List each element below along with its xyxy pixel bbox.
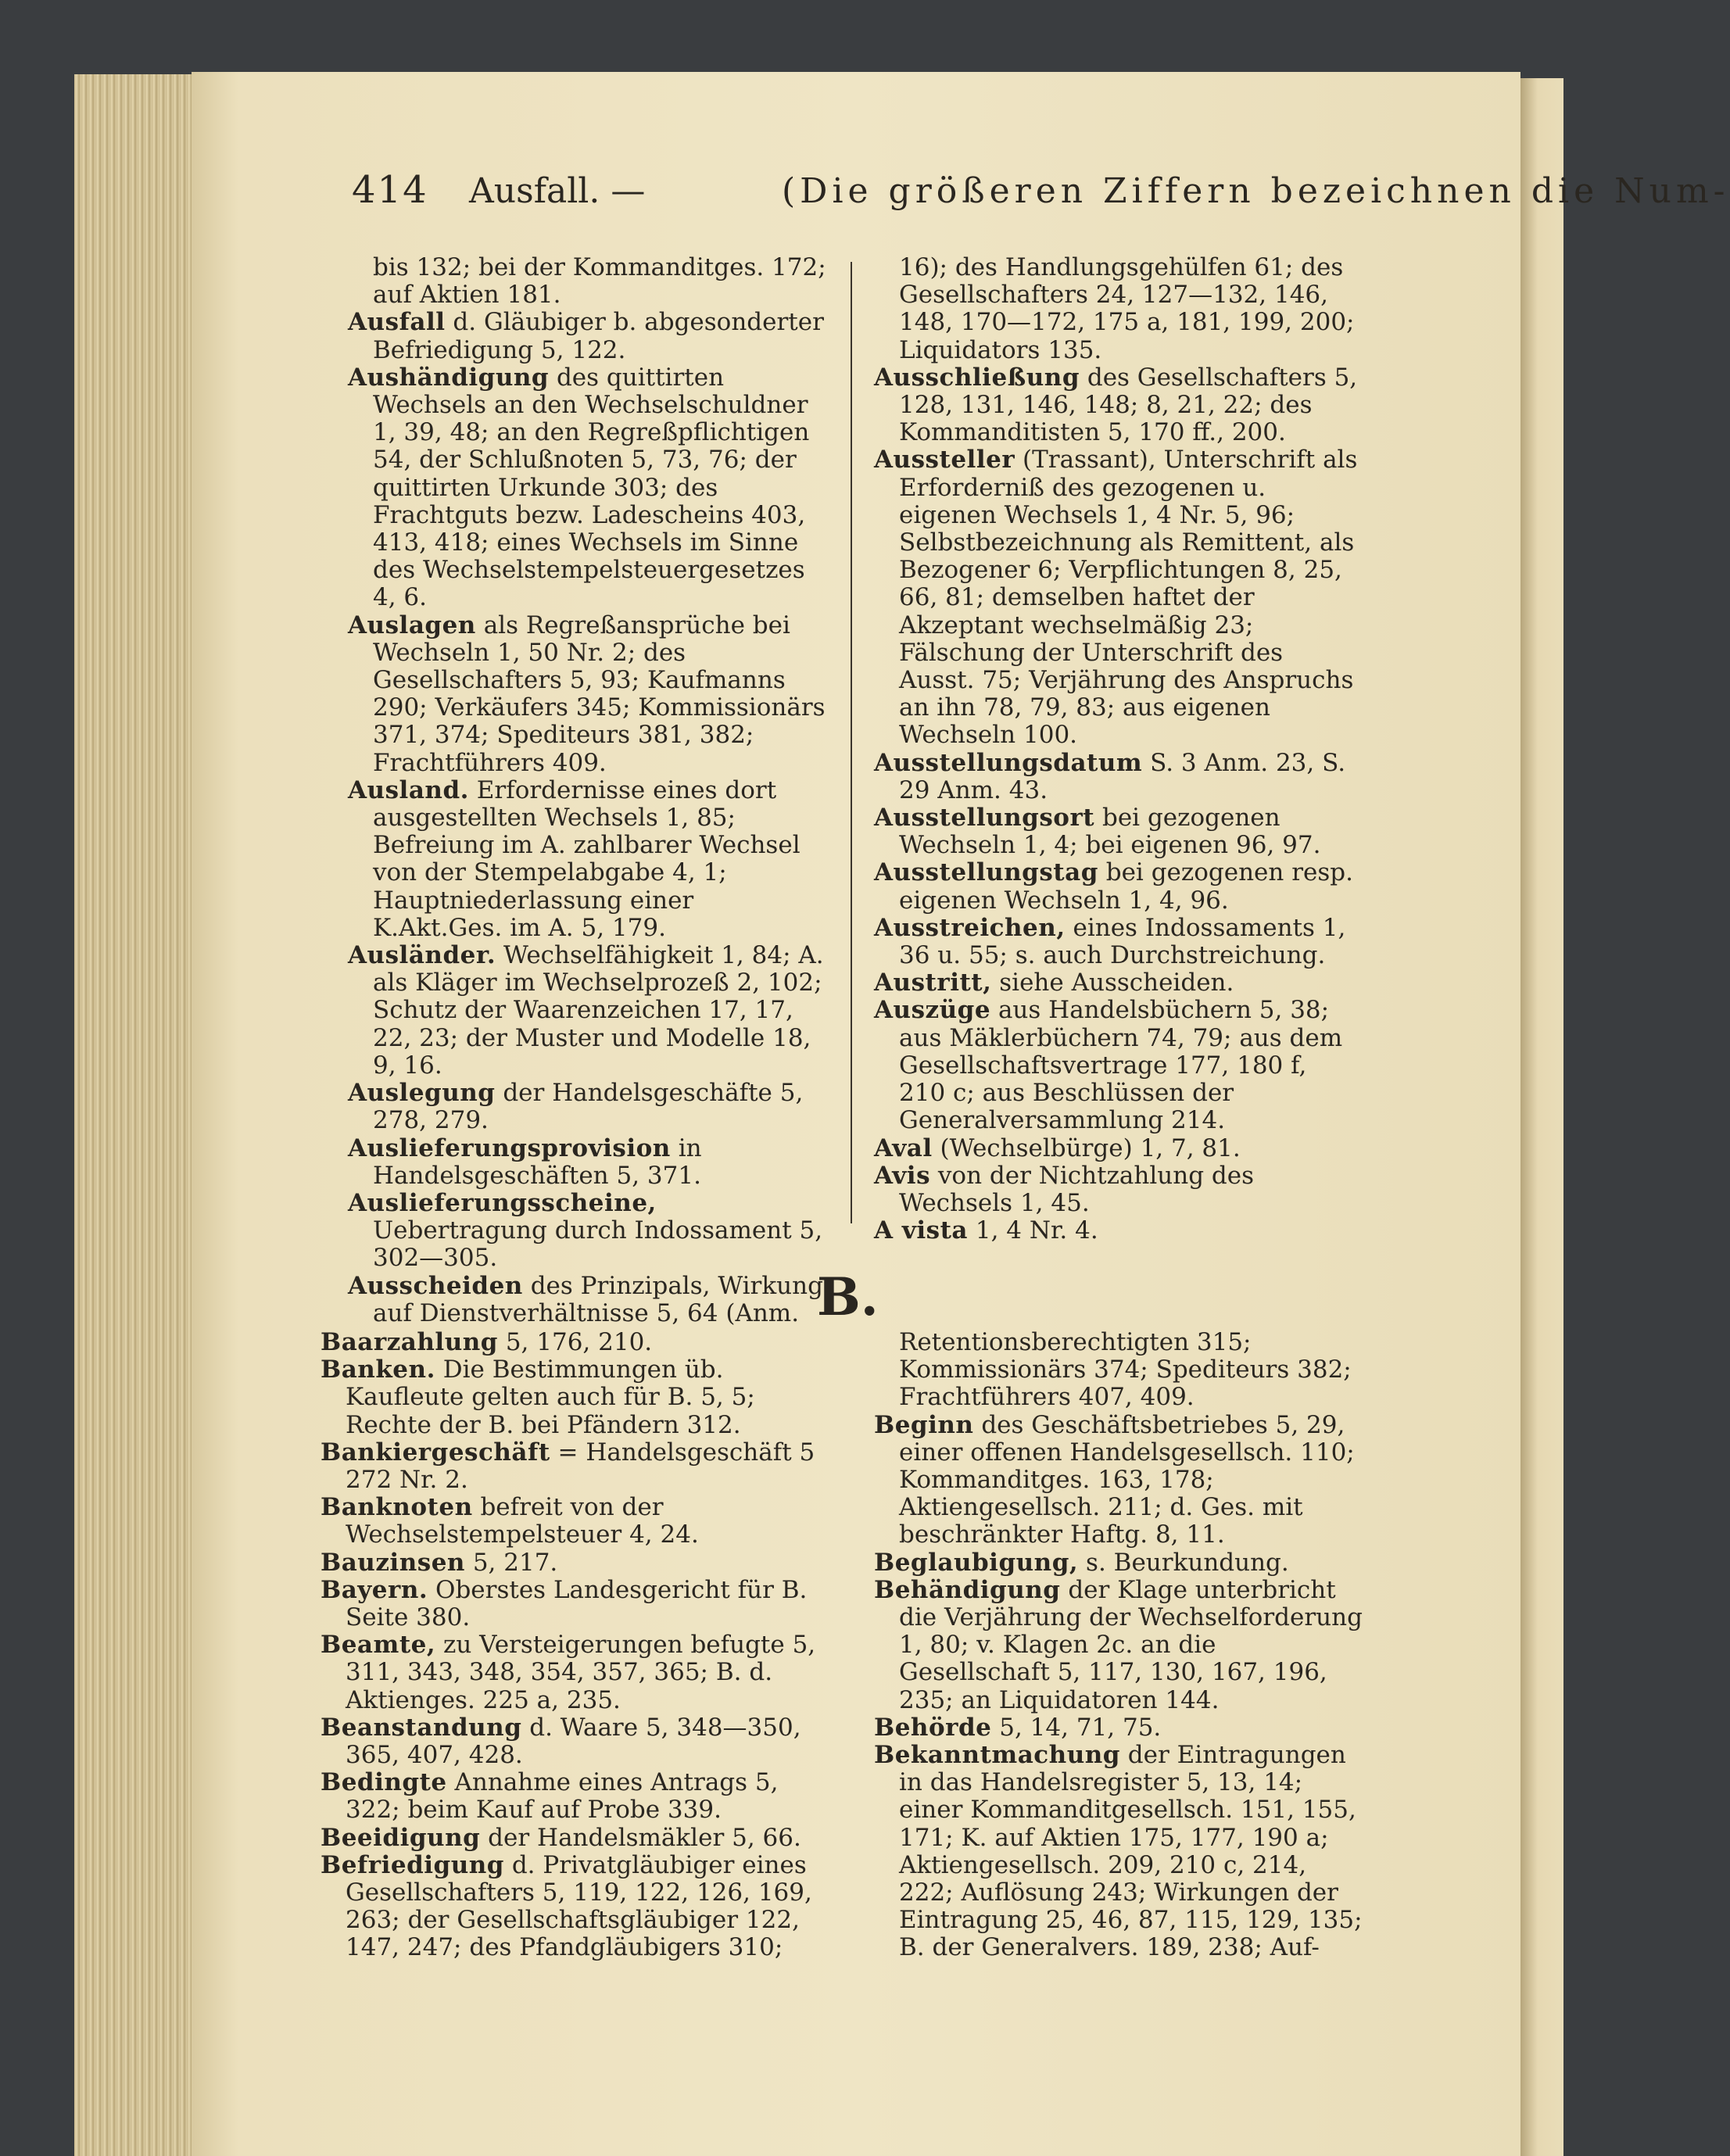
index-column-b-left (321, 1329, 825, 1962)
index-entry (321, 1631, 825, 1714)
index-references: = Handelsgeschäft 5 272 Nr. 2. (346, 1438, 815, 1495)
index-term: Banknoten (321, 1493, 473, 1522)
index-entry (348, 254, 829, 309)
column-rule (851, 262, 852, 1223)
index-entry (348, 612, 829, 777)
index-entry (874, 915, 1359, 969)
index-term: Bedingte (321, 1768, 447, 1797)
index-references: Uebertragung durch Indossament 5, 302—305. (373, 1216, 823, 1273)
index-entry (348, 1135, 829, 1190)
index-term: Bayern. (321, 1575, 428, 1604)
section-letter: B. (817, 1266, 879, 1327)
index-entry (321, 1549, 825, 1577)
index-entry (874, 446, 1359, 749)
index-references: der Klage unterbricht die Verjährung der Wechselforderung 1, 80; v. Klagen 2c. an die Gesellschaft 5, 117, 130, 167, 196, 235; an Liquidatoren 144. (899, 1575, 1363, 1714)
index-term: Austritt, (874, 969, 992, 997)
index-term: Banken. (321, 1356, 435, 1384)
index-entry (874, 1549, 1363, 1577)
index-term: Behändigung (874, 1575, 1061, 1604)
index-entry (348, 777, 829, 942)
index-references: Retentionsberechtigten 315; Kommissionärs 374; Spediteurs 382; Frachtführers 407, 409. (899, 1328, 1352, 1412)
index-term: Aushändigung (348, 363, 550, 392)
index-term: Ausschließung (874, 363, 1080, 392)
index-term: Ausfall (348, 308, 446, 337)
index-term: Aval (874, 1134, 933, 1162)
index-references: bis 132; bei der Kommanditges. 172; auf Aktien 181. (373, 253, 826, 310)
index-references: Annahme eines Antrags 5, 322; beim Kauf auf Probe 339. (346, 1768, 779, 1825)
index-references: 5, 14, 71, 75. (991, 1713, 1162, 1742)
index-term: Ausstellungstag (874, 858, 1098, 887)
index-entry (348, 1080, 829, 1134)
index-entry (874, 804, 1359, 859)
index-entry (348, 1273, 829, 1327)
index-term: Befriedigung (321, 1850, 504, 1879)
index-term: Beamte, (321, 1631, 436, 1660)
index-column-b-right (874, 1329, 1363, 1962)
index-entry (874, 1412, 1363, 1549)
index-references: der Handelsmäkler 5, 66. (480, 1823, 801, 1852)
index-entry (321, 1439, 825, 1494)
index-references: Die Bestimmungen üb. Kaufleute gelten auch für B. 5, 5; Rechte der B. bei Pfändern 312. (346, 1356, 755, 1439)
index-term: Ausstellungsdatum (874, 748, 1143, 777)
index-term: Baarzahlung (321, 1328, 498, 1356)
index-term: Ausscheiden (348, 1271, 523, 1300)
index-references: (Trassant), Unterschrift als Erforderniß des gezogenen u. eigenen Wechsels 1, 4 Nr. 5, 96; Selbstbezeichnung als Remittent, als Bezogener 6; Verpflichtungen 8, 25, 66, 81; demselben haftet der Akzeptant wechselmäßig 23; Fälschung der Unterschrift des Ausst. 75; Verjährung des Anspruchs an ihn 78, 79, 83; aus eigenen Wechseln 100. (899, 446, 1358, 750)
index-references: 1, 4 Nr. 4. (968, 1216, 1098, 1245)
index-entry (874, 997, 1359, 1134)
index-references: bei gezogenen resp. eigenen Wechseln 1, 4, 96. (899, 858, 1353, 915)
index-entry (348, 942, 829, 1080)
index-references: des quittirten Wechsels an den Wechselschuldner 1, 39, 48; an den Regreßpflichtigen 54, der Schlußnoten 5, 73, 76; der quittirten Urkunde 303; des Frachtguts bezw. Ladescheins 403, 413, 418; eines Wechsels im Sinne des Wechselstempelsteuergesetzes 4, 6. (373, 363, 810, 612)
running-header (352, 168, 1730, 223)
index-term: Ausstreichen, (874, 913, 1066, 942)
index-entry (321, 1852, 825, 1962)
facing-page-edge (1520, 78, 1563, 2156)
index-term: Ausstellungsort (874, 804, 1095, 833)
index-entry (321, 1494, 825, 1549)
header-note: (Die größeren Ziffern bezeichnen die Num- (782, 171, 1730, 211)
index-entry (321, 1329, 825, 1356)
index-references: Wechselfähigkeit 1, 84; A. als Kläger im Wechselprozeß 2, 102; Schutz der Waarenzeichen 17, 17, 22, 23; der Muster und Modelle 18, 9, 16. (373, 941, 824, 1080)
index-term: Auslagen (348, 611, 476, 639)
index-references: d. Privatgläubiger eines Gesellschafters 5, 119, 122, 126, 169, 263; der Gesellschaftsgläubiger 122, 147, 247; des Pfandgläubigers 310; (346, 1850, 812, 1962)
index-entry (874, 1742, 1363, 1962)
index-references: aus Handelsbüchern 5, 38; aus Mäklerbüchern 74, 79; aus dem Gesellschaftsvertrage 177, 180 f, 210 c; aus Beschlüssen der Generalversammlung 214. (899, 996, 1343, 1135)
index-references: in Handelsgeschäften 5, 371. (373, 1134, 702, 1190)
index-entry (874, 1577, 1363, 1714)
index-references: eines Indossaments 1, 36 u. 55; s. auch Durchstreichung. (899, 913, 1346, 970)
index-references: s. Beurkundung. (1078, 1548, 1289, 1577)
index-term: Beglaubigung, (874, 1548, 1079, 1577)
index-term: Aussteller (874, 446, 1015, 475)
index-references: (Wechselbürge) 1, 7, 81. (932, 1134, 1241, 1162)
index-term: Auslieferungsprovision (348, 1134, 671, 1162)
index-references: bei gezogenen Wechseln 1, 4; bei eigenen 96, 97. (899, 804, 1321, 860)
index-references: des Prinzipals, Wirkung auf Dienstverhältnisse 5, 64 (Anm. (373, 1271, 823, 1327)
page-number: 414 (352, 168, 428, 212)
index-column-a-left (348, 254, 829, 1327)
index-term: Beanstandung (321, 1713, 522, 1742)
index-entry (874, 1714, 1363, 1742)
index-references: zu Versteigerungen befugte 5, 311, 343, 348, 354, 357, 365; B. d. Aktienges. 225 a, 235. (346, 1631, 816, 1714)
index-entry (874, 254, 1359, 364)
index-references: des Geschäftsbetriebes 5, 29, einer offenen Handelsgesellsch. 110; Kommanditges. 163, 178; Aktiengesellsch. 211; d. Ges. mit beschränkter Haftg. 8, 11. (899, 1410, 1355, 1549)
index-term: Beginn (874, 1410, 974, 1439)
index-entry (321, 1577, 825, 1631)
index-term: Beeidigung (321, 1823, 481, 1852)
index-entry (874, 969, 1359, 997)
index-references: 16); des Handlungsgehülfen 61; des Gesellschafters 24, 127—132, 146, 148, 170—172, 175 a, 181, 199, 200; Liquidators 135. (899, 253, 1355, 364)
index-references: als Regreßansprüche bei Wechseln 1, 50 Nr. 2; des Gesellschafters 5, 93; Kaufmanns 290; Verkäufers 345; Kommissionärs 371, 374; Spediteurs 381, 382; Frachtführers 409. (373, 611, 826, 777)
index-references: S. 3 Anm. 23, S. 29 Anm. 43. (899, 748, 1346, 804)
index-term: Auslegung (348, 1079, 496, 1108)
index-entry (874, 1329, 1363, 1412)
index-entry (874, 750, 1359, 804)
index-entry (348, 309, 829, 364)
index-references: von der Nichtzahlung des Wechsels 1, 45. (899, 1161, 1255, 1217)
index-entry (321, 1714, 825, 1769)
index-term: Bauzinsen (321, 1548, 465, 1577)
index-term: Auslieferungsscheine, (348, 1188, 657, 1217)
index-entry (874, 1217, 1359, 1245)
index-references: d. Waare 5, 348—350, 365, 407, 428. (346, 1713, 801, 1770)
index-references: d. Gläubiger b. abgesonderter Befriedigung 5, 122. (373, 308, 824, 364)
index-references: 5, 176, 210. (497, 1328, 653, 1356)
index-entry (321, 1356, 825, 1439)
index-term: Ausland. (348, 775, 469, 804)
page-edge-stack (74, 74, 199, 2156)
index-references: der Eintragungen in das Handelsregister 5, 13, 14; einer Kommanditgesellsch. 151, 155, 171; K. auf Aktien 175, 177, 190 a; Aktiengesellsch. 209, 210 c, 214, 222; Auflösung 243; Wirkungen der Eintragung 25, 46, 87, 115, 129, 135; B. der Generalvers. 189, 238; Auf- (899, 1741, 1363, 1962)
index-references: des Gesellschafters 5, 128, 131, 146, 148; 8, 21, 22; des Kommanditisten 5, 170 ff., 200. (899, 363, 1358, 447)
index-references: der Handelsgeschäfte 5, 278, 279. (373, 1079, 804, 1135)
index-entry (874, 1135, 1359, 1162)
index-entry (321, 1769, 825, 1824)
index-term: Avis (874, 1161, 931, 1190)
index-entry (874, 364, 1359, 447)
index-references: befreit von der Wechselstempelsteuer 4, 24. (346, 1493, 699, 1549)
index-entry (348, 364, 829, 612)
index-term: Ausländer. (348, 941, 496, 970)
index-entry (874, 859, 1359, 914)
index-references: 5, 217. (464, 1548, 558, 1577)
index-references: Erfordernisse eines dort ausgestellten Wechsels 1, 85; Befreiung im A. zahlbarer Wechsel von der Stempelabgabe 4, 1; Hauptniederlassung einer K.Akt.Ges. im A. 5, 179. (373, 775, 801, 942)
index-references: siehe Ausscheiden. (991, 969, 1234, 997)
index-term: Behörde (874, 1713, 992, 1742)
index-term: Bankiergeschäft (321, 1438, 550, 1467)
index-entry (321, 1825, 825, 1852)
index-references: Oberstes Landesgericht für B. Seite 380. (346, 1575, 808, 1632)
index-term: A vista (874, 1216, 968, 1245)
index-column-a-right (874, 254, 1359, 1245)
index-entry (348, 1190, 829, 1273)
catchword: Ausfall. — (469, 171, 646, 211)
index-term: Auszüge (874, 996, 991, 1025)
index-entry (874, 1162, 1359, 1217)
index-term: Bekanntmachung (874, 1741, 1120, 1770)
